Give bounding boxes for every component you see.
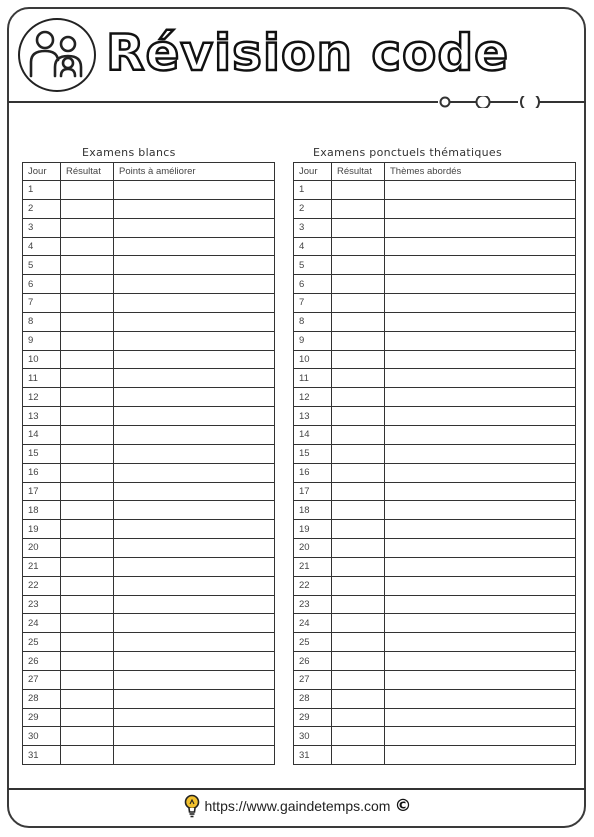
result-cell[interactable] (61, 482, 114, 501)
table-row (23, 557, 275, 576)
table-row (294, 199, 576, 218)
table-row (23, 237, 275, 256)
day-number: 7 (23, 294, 61, 313)
table-row (23, 633, 275, 652)
day-number: 14 (23, 425, 61, 444)
result-cell[interactable] (332, 312, 385, 331)
day-number: 1 (294, 181, 332, 200)
themes-cell[interactable] (385, 388, 576, 407)
table-row (23, 539, 275, 558)
table-row (294, 388, 576, 407)
table-row (23, 350, 275, 369)
day-number: 31 (294, 746, 332, 765)
result-cell[interactable] (61, 689, 114, 708)
table-row (23, 614, 275, 633)
result-cell[interactable] (61, 727, 114, 746)
day-number: 11 (294, 369, 332, 388)
result-cell[interactable] (332, 708, 385, 727)
result-cell[interactable] (61, 275, 114, 294)
copyright-symbol: © (394, 796, 412, 816)
result-cell[interactable] (332, 539, 385, 558)
section-title-mock-exams: Examens blancs (82, 146, 176, 159)
result-cell[interactable] (332, 727, 385, 746)
result-cell[interactable] (332, 181, 385, 200)
result-cell[interactable] (61, 463, 114, 482)
table-row (294, 727, 576, 746)
table-row (23, 312, 275, 331)
result-cell[interactable] (332, 294, 385, 313)
table-header-row (294, 163, 576, 181)
table-row (294, 444, 576, 463)
result-cell[interactable] (61, 256, 114, 275)
footer-divider (8, 788, 586, 790)
table-row (23, 482, 275, 501)
themes-cell[interactable] (385, 652, 576, 671)
improvements-cell[interactable] (114, 633, 275, 652)
table-row (294, 275, 576, 294)
day-number: 19 (294, 520, 332, 539)
page-title: Révision code (106, 24, 510, 82)
table-row (294, 218, 576, 237)
result-cell[interactable] (332, 520, 385, 539)
table-row (294, 689, 576, 708)
column-header-result: Résultat (332, 163, 385, 181)
themes-cell[interactable] (385, 181, 576, 200)
improvements-cell[interactable] (114, 727, 275, 746)
themes-cell[interactable] (385, 727, 576, 746)
table-row (23, 652, 275, 671)
improvements-cell[interactable] (114, 369, 275, 388)
table-row (23, 727, 275, 746)
table-row (294, 350, 576, 369)
day-number: 9 (23, 331, 61, 350)
table-row (23, 407, 275, 426)
day-number: 27 (294, 670, 332, 689)
themes-cell[interactable] (385, 463, 576, 482)
improvements-cell[interactable] (114, 689, 275, 708)
improvements-cell[interactable] (114, 463, 275, 482)
result-cell[interactable] (332, 350, 385, 369)
improvements-cell[interactable] (114, 501, 275, 520)
table-row (294, 181, 576, 200)
themes-cell[interactable] (385, 520, 576, 539)
two-people-icon (28, 29, 86, 81)
table-row (23, 501, 275, 520)
table-row (23, 181, 275, 200)
themes-cell[interactable] (385, 294, 576, 313)
table-row (23, 520, 275, 539)
themes-cell[interactable] (385, 670, 576, 689)
result-cell[interactable] (332, 633, 385, 652)
themes-cell[interactable] (385, 576, 576, 595)
result-cell[interactable] (332, 275, 385, 294)
table-row (294, 520, 576, 539)
improvements-cell[interactable] (114, 312, 275, 331)
table-row (294, 331, 576, 350)
improvements-cell[interactable] (114, 670, 275, 689)
result-cell[interactable] (332, 425, 385, 444)
themes-cell[interactable] (385, 199, 576, 218)
themes-cell[interactable] (385, 501, 576, 520)
table-row (294, 501, 576, 520)
day-number: 10 (294, 350, 332, 369)
table-row (294, 237, 576, 256)
day-number: 28 (294, 689, 332, 708)
improvements-cell[interactable] (114, 614, 275, 633)
result-cell[interactable] (332, 595, 385, 614)
result-cell[interactable] (332, 576, 385, 595)
day-number: 17 (23, 482, 61, 501)
table-row (23, 369, 275, 388)
day-number: 24 (294, 614, 332, 633)
improvements-cell[interactable] (114, 237, 275, 256)
day-number: 14 (294, 425, 332, 444)
result-cell[interactable] (61, 539, 114, 558)
result-cell[interactable] (332, 652, 385, 671)
table-header-row (23, 163, 275, 181)
result-cell[interactable] (332, 444, 385, 463)
improvements-cell[interactable] (114, 275, 275, 294)
day-number: 4 (294, 237, 332, 256)
day-number: 30 (294, 727, 332, 746)
website-link[interactable]: https://www.gaindetemps.com (204, 798, 391, 814)
day-number: 1 (23, 181, 61, 200)
result-cell[interactable] (61, 633, 114, 652)
table-row (294, 633, 576, 652)
day-number: 6 (23, 275, 61, 294)
result-cell[interactable] (61, 557, 114, 576)
result-cell[interactable] (332, 463, 385, 482)
themes-cell[interactable] (385, 218, 576, 237)
header-divider (8, 96, 586, 108)
day-number: 19 (23, 520, 61, 539)
result-cell[interactable] (61, 237, 114, 256)
result-cell[interactable] (332, 670, 385, 689)
day-number: 12 (294, 388, 332, 407)
result-cell[interactable] (61, 652, 114, 671)
result-cell[interactable] (332, 331, 385, 350)
day-number: 22 (23, 576, 61, 595)
day-number: 20 (294, 539, 332, 558)
day-number: 3 (23, 218, 61, 237)
table-row (23, 689, 275, 708)
table-row (23, 218, 275, 237)
themes-cell[interactable] (385, 557, 576, 576)
day-number: 6 (294, 275, 332, 294)
table-row (23, 595, 275, 614)
day-number: 30 (23, 727, 61, 746)
day-number: 17 (294, 482, 332, 501)
result-cell[interactable] (332, 369, 385, 388)
improvements-cell[interactable] (114, 482, 275, 501)
result-cell[interactable] (61, 576, 114, 595)
table-row (294, 312, 576, 331)
themes-cell[interactable] (385, 350, 576, 369)
themes-cell[interactable] (385, 614, 576, 633)
day-number: 31 (23, 746, 61, 765)
day-number: 20 (23, 539, 61, 558)
themes-cell[interactable] (385, 331, 576, 350)
day-number: 26 (294, 652, 332, 671)
result-cell[interactable] (332, 218, 385, 237)
day-number: 13 (23, 407, 61, 426)
table-row (294, 463, 576, 482)
result-cell[interactable] (332, 482, 385, 501)
day-number: 4 (23, 237, 61, 256)
result-cell[interactable] (61, 670, 114, 689)
improvements-cell[interactable] (114, 576, 275, 595)
improvements-cell[interactable] (114, 331, 275, 350)
table-row (294, 294, 576, 313)
themes-cell[interactable] (385, 425, 576, 444)
day-number: 21 (23, 557, 61, 576)
table-row (294, 746, 576, 765)
result-cell[interactable] (332, 614, 385, 633)
day-number: 15 (23, 444, 61, 463)
table-row (23, 746, 275, 765)
day-number: 27 (23, 670, 61, 689)
table-row (23, 576, 275, 595)
table-row (294, 482, 576, 501)
table-row (23, 463, 275, 482)
result-cell[interactable] (332, 199, 385, 218)
table-row (23, 670, 275, 689)
footer (0, 794, 594, 818)
day-number: 23 (23, 595, 61, 614)
result-cell[interactable] (61, 407, 114, 426)
day-number: 7 (294, 294, 332, 313)
day-number: 16 (23, 463, 61, 482)
result-cell[interactable] (61, 199, 114, 218)
day-number: 5 (23, 256, 61, 275)
day-number: 23 (294, 595, 332, 614)
lightbulb-icon (183, 794, 201, 818)
result-cell[interactable] (332, 557, 385, 576)
result-cell[interactable] (61, 501, 114, 520)
improvements-cell[interactable] (114, 539, 275, 558)
result-cell[interactable] (61, 388, 114, 407)
table-row (23, 444, 275, 463)
table-row (23, 708, 275, 727)
improvements-cell[interactable] (114, 746, 275, 765)
table-row (23, 425, 275, 444)
day-number: 9 (294, 331, 332, 350)
improvements-cell[interactable] (114, 444, 275, 463)
day-number: 8 (23, 312, 61, 331)
table-row (294, 256, 576, 275)
themes-cell[interactable] (385, 256, 576, 275)
day-number: 21 (294, 557, 332, 576)
themes-cell[interactable] (385, 708, 576, 727)
result-cell[interactable] (332, 256, 385, 275)
result-cell[interactable] (61, 181, 114, 200)
themes-cell[interactable] (385, 689, 576, 708)
day-number: 15 (294, 444, 332, 463)
improvements-cell[interactable] (114, 520, 275, 539)
result-cell[interactable] (61, 218, 114, 237)
themes-cell[interactable] (385, 539, 576, 558)
day-number: 26 (23, 652, 61, 671)
themes-cell[interactable] (385, 633, 576, 652)
day-number: 11 (23, 369, 61, 388)
result-cell[interactable] (332, 237, 385, 256)
result-cell[interactable] (61, 746, 114, 765)
result-cell[interactable] (61, 294, 114, 313)
table-row (294, 425, 576, 444)
table-row (23, 275, 275, 294)
day-number: 18 (294, 501, 332, 520)
themes-cell[interactable] (385, 444, 576, 463)
column-header-day: Jour (23, 163, 61, 181)
day-number: 2 (23, 199, 61, 218)
day-number: 10 (23, 350, 61, 369)
table-row (23, 256, 275, 275)
themes-cell[interactable] (385, 407, 576, 426)
improvements-cell[interactable] (114, 256, 275, 275)
improvements-cell[interactable] (114, 557, 275, 576)
column-header-themes: Thèmes abordés (385, 163, 576, 181)
result-cell[interactable] (61, 520, 114, 539)
result-cell[interactable] (332, 746, 385, 765)
themed-exams-table (293, 162, 576, 765)
result-cell[interactable] (61, 312, 114, 331)
day-number: 8 (294, 312, 332, 331)
table-row (23, 294, 275, 313)
day-number: 5 (294, 256, 332, 275)
improvements-cell[interactable] (114, 425, 275, 444)
day-number: 16 (294, 463, 332, 482)
table-row (294, 614, 576, 633)
result-cell[interactable] (61, 444, 114, 463)
table-row (294, 407, 576, 426)
improvements-cell[interactable] (114, 595, 275, 614)
improvements-cell[interactable] (114, 181, 275, 200)
themes-cell[interactable] (385, 275, 576, 294)
day-number: 24 (23, 614, 61, 633)
table-row (294, 652, 576, 671)
improvements-cell[interactable] (114, 708, 275, 727)
result-cell[interactable] (332, 407, 385, 426)
day-number: 2 (294, 199, 332, 218)
table-row (294, 557, 576, 576)
day-number: 18 (23, 501, 61, 520)
table-row (294, 539, 576, 558)
improvements-cell[interactable] (114, 294, 275, 313)
column-header-improvements: Points à améliorer (114, 163, 275, 181)
table-row (294, 670, 576, 689)
improvements-cell[interactable] (114, 652, 275, 671)
themes-cell[interactable] (385, 237, 576, 256)
table-row (294, 369, 576, 388)
day-number: 12 (23, 388, 61, 407)
table-row (23, 388, 275, 407)
section-title-themed-exams: Examens ponctuels thématiques (313, 146, 502, 159)
mock-exams-table (22, 162, 275, 765)
result-cell[interactable] (61, 708, 114, 727)
table-row (23, 199, 275, 218)
day-number: 22 (294, 576, 332, 595)
themes-cell[interactable] (385, 746, 576, 765)
result-cell[interactable] (61, 425, 114, 444)
day-number: 25 (23, 633, 61, 652)
result-cell[interactable] (332, 501, 385, 520)
improvements-cell[interactable] (114, 218, 275, 237)
day-number: 28 (23, 689, 61, 708)
improvements-cell[interactable] (114, 350, 275, 369)
column-header-result: Résultat (61, 163, 114, 181)
improvements-cell[interactable] (114, 388, 275, 407)
result-cell[interactable] (61, 614, 114, 633)
result-cell[interactable] (61, 369, 114, 388)
day-number: 3 (294, 218, 332, 237)
day-number: 25 (294, 633, 332, 652)
day-number: 29 (23, 708, 61, 727)
result-cell[interactable] (61, 595, 114, 614)
themes-cell[interactable] (385, 369, 576, 388)
improvements-cell[interactable] (114, 407, 275, 426)
themes-cell[interactable] (385, 595, 576, 614)
themes-cell[interactable] (385, 482, 576, 501)
day-number: 29 (294, 708, 332, 727)
themes-cell[interactable] (385, 312, 576, 331)
result-cell[interactable] (332, 388, 385, 407)
table-row (294, 595, 576, 614)
day-number: 13 (294, 407, 332, 426)
result-cell[interactable] (61, 331, 114, 350)
table-row (23, 331, 275, 350)
result-cell[interactable] (61, 350, 114, 369)
table-row (294, 576, 576, 595)
result-cell[interactable] (332, 689, 385, 708)
logo (18, 18, 96, 92)
table-row (294, 708, 576, 727)
column-header-day: Jour (294, 163, 332, 181)
improvements-cell[interactable] (114, 199, 275, 218)
